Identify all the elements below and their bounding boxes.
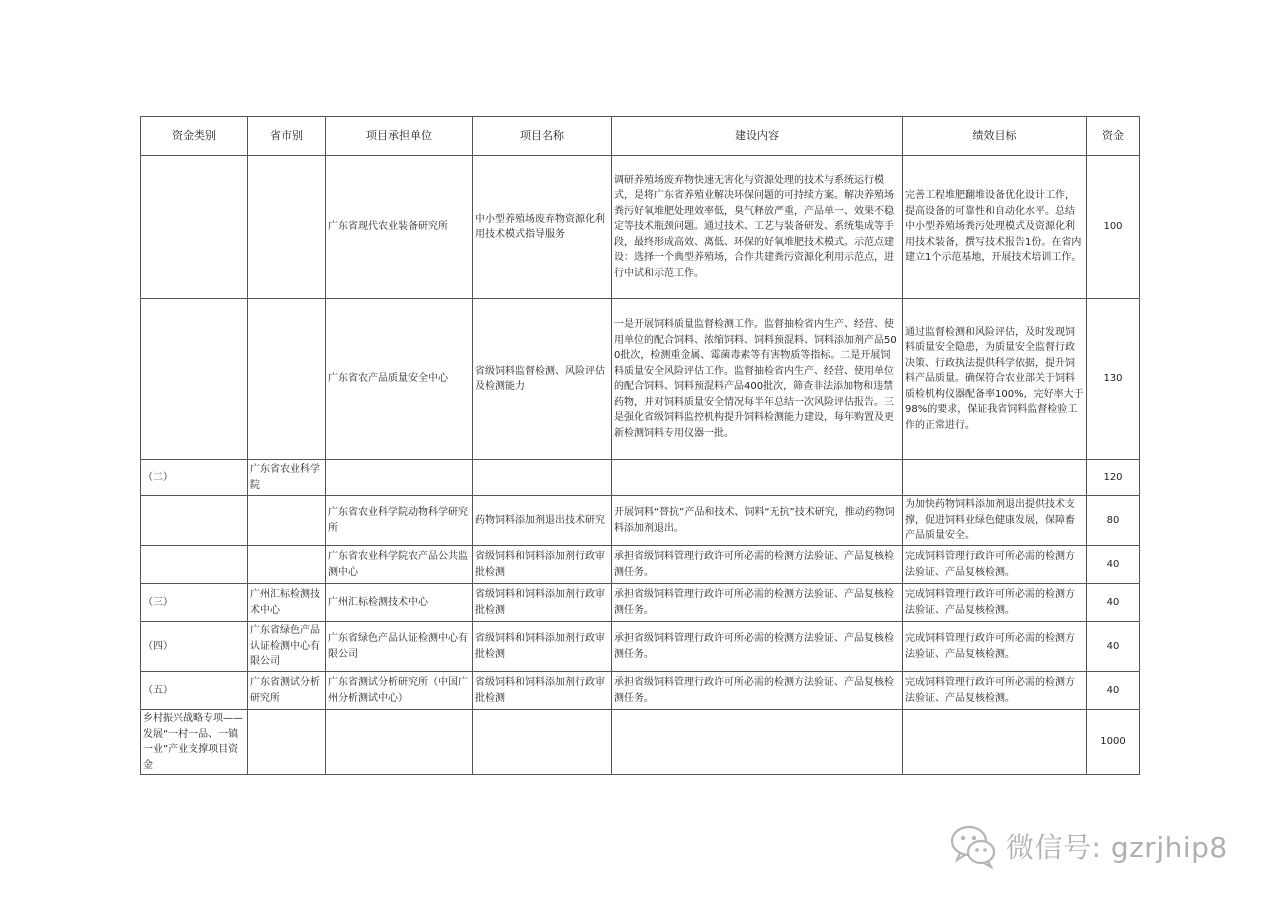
cell-unit: 广东省农产品质量安全中心 (326, 299, 473, 460)
cell-content (612, 460, 903, 496)
table-row (141, 546, 1140, 584)
header-funds: 资金 (1087, 117, 1140, 156)
funding-table (140, 116, 1140, 775)
cell-funds: 40 (1087, 584, 1140, 622)
cell-funds: 120 (1087, 460, 1140, 496)
cell-unit (326, 710, 473, 775)
header-content: 建设内容 (612, 117, 903, 156)
watermark-text: 微信号: gzrjhip8 (1006, 831, 1228, 864)
cell-content: 开展饲料“替抗”产品和技术、饲料“无抗”技术研究，推动药物饲料添加剂退出。 (612, 496, 903, 546)
cell-content: 一是开展饲料质量监督检测工作。监督抽检省内生产、经营、使用单位的配合饲料、浓缩饲料、饲料预混料、饲料添加剂产品500批次，检测重金属、霉菌毒素等有害物质等指标。二是开展饲料质量安全风险评估工作。监督抽检省内生产、经营、使用单位的配合饲料、饲料预混料产品400批次，筛查非法添加物和违禁药物，并对饲料质量安全情况每半年总结一次风险评估报告。三是强化省级饲料监控机构提升饲料检测能力建设，每年购置及更新检测饲料专用仪器一批。 (612, 299, 903, 460)
cell-content: 承担省级饲料管理行政许可所必需的检测方法验证、产品复核检测任务。 (612, 672, 903, 710)
header-city: 省市别 (248, 117, 326, 156)
table-row (141, 622, 1140, 672)
cell-project: 省级饲料和饲料添加剂行政审批检测 (473, 622, 612, 672)
cell-category (141, 496, 248, 546)
cell-city: 广州汇标检测技术中心 (248, 584, 326, 622)
table-row (141, 672, 1140, 710)
cell-funds: 40 (1087, 622, 1140, 672)
cell-project (473, 460, 612, 496)
table-row (141, 584, 1140, 622)
cell-content: 调研养殖场废弃物快速无害化与资源处理的技术与系统运行模式，是将广东省养殖业解决环保问题的可持续方案。解决养殖场粪污好氧堆肥处理效率低，臭气释放严重，产品单一、效果不稳定等技术瓶颈问题。通过技术、工艺与装备研发、系统集成等手段，最终形成高效、离低、环保的好氧堆肥技术模式。示范点建设：选择一个典型养殖场，合作共建粪污资源化利用示范点，进行中试和示范工作。 (612, 156, 903, 299)
cell-category (141, 546, 248, 584)
table-row (141, 156, 1140, 299)
cell-goal: 完成饲料管理行政许可所必需的检测方法验证、产品复核检测。 (903, 672, 1087, 710)
cell-city: 广东省绿色产品认证检测中心有限公司 (248, 622, 326, 672)
cell-unit: 广东省农业科学院农产品公共监测中心 (326, 546, 473, 584)
header-unit: 项目承担单位 (326, 117, 473, 156)
wechat-watermark (948, 818, 1228, 874)
cell-goal (903, 710, 1087, 775)
cell-category: （四） (141, 622, 248, 672)
cell-project: 药物饲料添加剂退出技术研究 (473, 496, 612, 546)
header-project: 项目名称 (473, 117, 612, 156)
cell-project (473, 710, 612, 775)
cell-city: 广东省农业科学院 (248, 460, 326, 496)
cell-unit: 广东省绿色产品认证检测中心有限公司 (326, 622, 473, 672)
table-row (141, 496, 1140, 546)
cell-funds: 40 (1087, 672, 1140, 710)
cell-category: （三） (141, 584, 248, 622)
cell-goal: 完成饲料管理行政许可所必需的检测方法验证、产品复核检测。 (903, 546, 1087, 584)
cell-goal: 完善工程堆肥翻堆设备优化设计工作，提高设备的可靠性和自动化水平。总结中小型养殖场粪污处理模式及资源化利用技术装备，撰写技术报告1份。在省内建立1个示范基地，开展技术培训工作。 (903, 156, 1087, 299)
table-row (141, 299, 1140, 460)
cell-content: 承担省级饲料管理行政许可所必需的检测方法验证、产品复核检测任务。 (612, 546, 903, 584)
cell-project: 省级饲料和饲料添加剂行政审批检测 (473, 546, 612, 584)
cell-content: 承担省级饲料管理行政许可所必需的检测方法验证、产品复核检测任务。 (612, 584, 903, 622)
cell-category (141, 156, 248, 299)
cell-category: （五） (141, 672, 248, 710)
cell-category: 乡村振兴战略专项——发展“一村一品、一镇一业”产业支撑项目资金 (141, 710, 248, 775)
cell-funds: 80 (1087, 496, 1140, 546)
cell-city (248, 546, 326, 584)
cell-category (141, 299, 248, 460)
cell-funds: 40 (1087, 546, 1140, 584)
table-row (141, 710, 1140, 775)
cell-city (248, 710, 326, 775)
table-row (141, 460, 1140, 496)
wechat-icon (948, 820, 1000, 872)
cell-unit: 广东省测试分析研究所（中国广州分析测试中心） (326, 672, 473, 710)
cell-content (612, 710, 903, 775)
cell-city (248, 299, 326, 460)
cell-project: 中小型养殖场废弃物资源化利用技术模式指导服务 (473, 156, 612, 299)
cell-city (248, 496, 326, 546)
cell-unit: 广州汇标检测技术中心 (326, 584, 473, 622)
cell-goal: 通过监督检测和风险评估，及时发现饲料质量安全隐患，为质量安全监督行政决策、行政执法提供科学依据，提升饲料产品质量。确保符合农业部关于饲料质检机构仪器配备率100%，完好率大于98%的要求，保证我省饲料监督检验工作的正常进行。 (903, 299, 1087, 460)
cell-unit: 广东省农业科学院动物科学研究所 (326, 496, 473, 546)
header-goal: 绩效目标 (903, 117, 1087, 156)
cell-category: （二） (141, 460, 248, 496)
table-header-row (141, 117, 1140, 156)
cell-project: 省级饲料监督检测、风险评估及检测能力 (473, 299, 612, 460)
cell-goal: 完成饲料管理行政许可所必需的检测方法验证、产品复核检测。 (903, 622, 1087, 672)
cell-unit: 广东省现代农业装备研究所 (326, 156, 473, 299)
header-category: 资金类别 (141, 117, 248, 156)
cell-city: 广东省测试分析研究所 (248, 672, 326, 710)
cell-project: 省级饲料和饲料添加剂行政审批检测 (473, 584, 612, 622)
cell-unit (326, 460, 473, 496)
cell-funds: 130 (1087, 299, 1140, 460)
cell-goal: 为加快药物饲料添加剂退出提供技术支撑，促进饲料业绿色健康发展，保障畜产品质量安全。 (903, 496, 1087, 546)
cell-content: 承担省级饲料管理行政许可所必需的检测方法验证、产品复核检测任务。 (612, 622, 903, 672)
cell-city (248, 156, 326, 299)
cell-goal (903, 460, 1087, 496)
cell-funds: 100 (1087, 156, 1140, 299)
cell-goal: 完成饲料管理行政许可所必需的检测方法验证、产品复核检测。 (903, 584, 1087, 622)
cell-funds: 1000 (1087, 710, 1140, 775)
cell-project: 省级饲料和饲料添加剂行政审批检测 (473, 672, 612, 710)
